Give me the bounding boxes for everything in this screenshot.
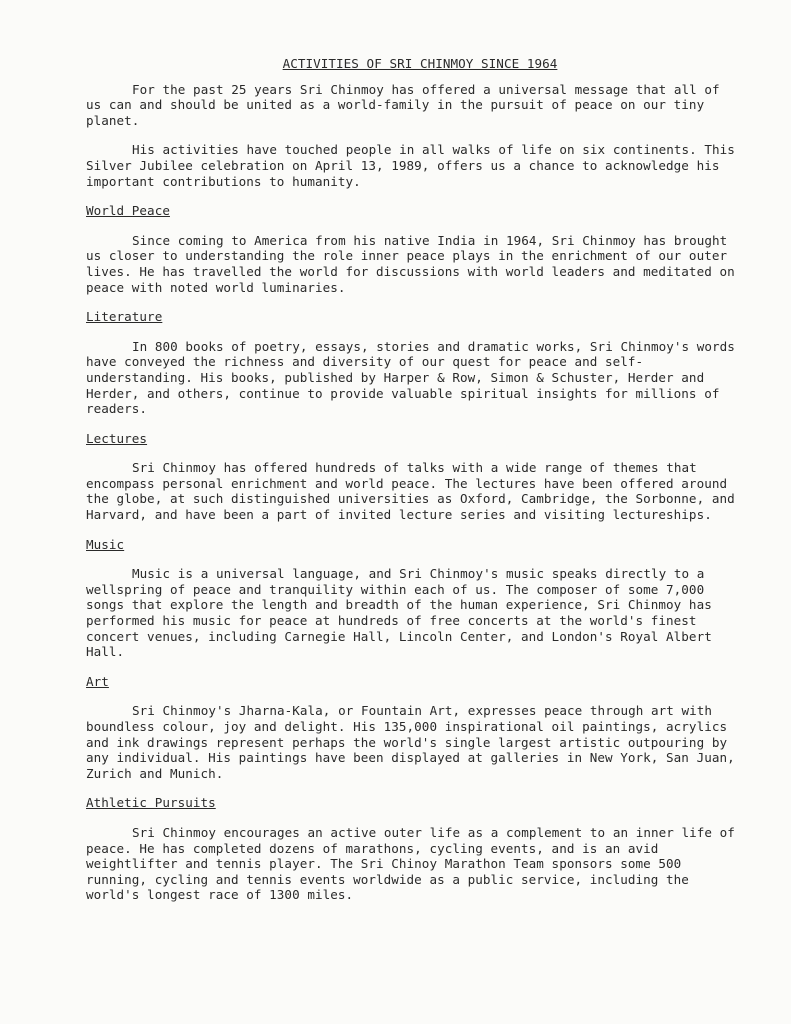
section-heading: Music: [86, 536, 125, 552]
section-paragraph: Music is a universal language, and Sri Chinmoy's music speaks directly to a wellspring of peace and tranquility within each of us. The composer of some 7,000 songs that explore the length and breadth of the human experience, Sri Chinmoy has performed his music for peace at hundreds of free concerts at the world's finest concert venues, including Carnegie Hall, Lincoln Center, and London's Royal Albert Hall.: [86, 566, 712, 660]
section-heading: World Peace: [86, 203, 170, 219]
document-body: [86, 56, 736, 917]
section-art: [86, 674, 736, 782]
intro-paragraph-2: His activities have touched people in all walks of life on six continents. This Silver Jubilee celebration on April 13, 1989, offers us a chance to acknowledge his important contributions to humanity.: [86, 142, 735, 189]
section-lectures: [86, 431, 736, 523]
section-literature: [86, 309, 736, 417]
section-paragraph: Sri Chinmoy has offered hundreds of talks with a wide range of themes that encompass personal enrichment and world peace. The lectures have been offered around the globe, at such distinguished universities as Oxford, Cambridge, the Sorbonne, and Harvard, and have been a part of invited lecture series and visiting lectureships.: [86, 460, 735, 523]
section-heading: Literature: [86, 309, 163, 325]
section-paragraph: Since coming to America from his native India in 1964, Sri Chinmoy has brought us closer to understanding the role inner peace plays in the enrichment of our outer lives. He has travelled the world for discussions with world leaders and meditated on peace with noted world luminaries.: [86, 232, 735, 295]
intro-paragraph-1: For the past 25 years Sri Chinmoy has offered a universal message that all of us can and should be united as a world-family in the pursuit of peace on our tiny planet.: [86, 81, 720, 128]
section-heading: Art: [86, 673, 109, 689]
section-heading: Athletic Pursuits: [86, 795, 216, 811]
section-paragraph: Sri Chinmoy encourages an active outer life as a complement to an inner life of peace. He has completed dozens of marathons, cycling events, and is an avid weightlifter and tennis player. The Sri Chinoy Marathon Team sponsors some 500 running, cycling and tennis events worldwide as a public service, including the world's longest race of 1300 miles.: [86, 824, 735, 903]
section-world-peace: [86, 203, 736, 295]
document-title: ACTIVITIES OF SRI CHINMOY SINCE 1964: [282, 56, 558, 71]
section-paragraph: In 800 books of poetry, essays, stories and dramatic works, Sri Chinmoy's words have conveyed the richness and diversity of our quest for peace and self-understanding. His books, published by Harper & Row, Simon & Schuster, Herder and Herder, and others, continue to provide valuable spiritual insights for millions of readers.: [86, 338, 735, 417]
section-athletic-pursuits: [86, 795, 736, 903]
section-paragraph: Sri Chinmoy's Jharna-Kala, or Fountain Art, expresses peace through art with boundless colour, joy and delight. His 135,000 inspirational oil paintings, acrylics and ink drawings represent perhaps the world's single largest artistic outpouring by any individual. His paintings have been displayed at galleries in New York, San Juan, Zurich and Munich.: [86, 703, 735, 781]
section-heading: Lectures: [86, 430, 148, 446]
section-music: [86, 537, 736, 660]
